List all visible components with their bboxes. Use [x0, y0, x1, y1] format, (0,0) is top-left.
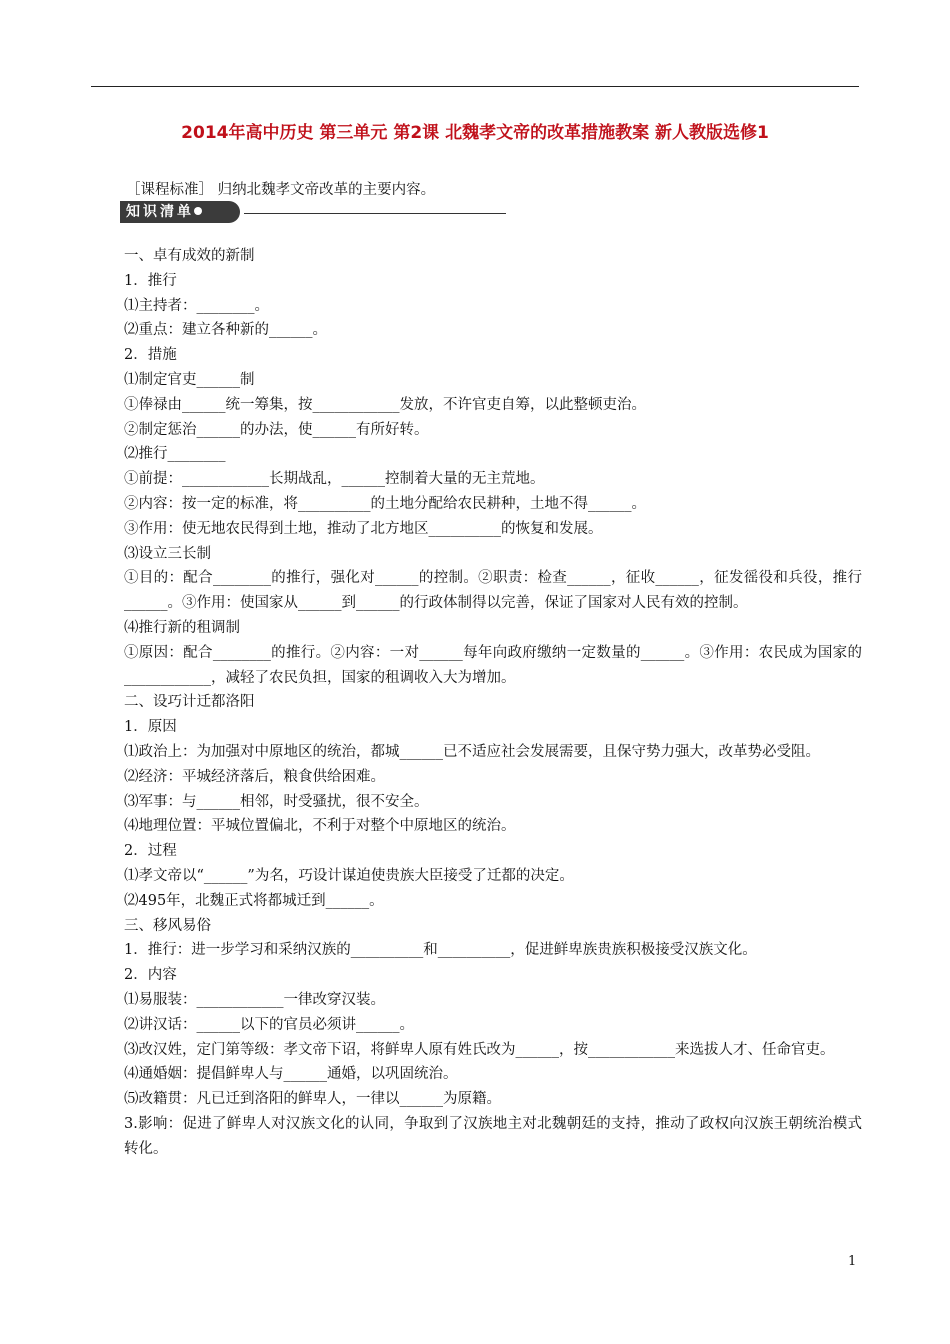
- body-line: 二、设巧计迁都洛阳: [124, 694, 255, 711]
- body-line: ⑴易服装：____________一律改穿汉装。: [124, 991, 385, 1008]
- body-line: 1．推行: [124, 272, 177, 289]
- section-badge: [120, 201, 506, 225]
- top-rule: [91, 86, 859, 87]
- body-line: 1．推行：进一步学习和采纳汉族的__________和__________，促进鲜卑族贵族积极接受汉族文化。: [124, 942, 757, 959]
- body-line: ⑶改汉姓，定门第等级：孝文帝下诏，将鲜卑人原有姓氏改为______，按____________来选拔人才、任命官吏。: [124, 1041, 835, 1058]
- body-line: ①前提：____________长期战乱，______控制着大量的无主荒地。: [124, 471, 545, 488]
- document-title: 2014年高中历史 第三单元 第2课 北魏孝文帝的改革措施教案 新人教版选修1: [181, 123, 769, 143]
- body-line: ⑷通婚姻：提倡鲜卑人与______通婚，以巩固统治。: [124, 1066, 458, 1083]
- badge-underline: [244, 213, 506, 214]
- document-body: [96, 244, 862, 1161]
- body-line: 2．内容: [124, 967, 177, 984]
- body-line: ⑷地理位置：平城位置偏北，不利于对整个中原地区的统治。: [124, 818, 516, 835]
- body-line: ⑷推行新的租调制: [124, 619, 240, 636]
- body-line: ③作用：使无地农民得到土地，推动了北方地区__________的恢复和发展。: [124, 520, 603, 537]
- body-line: ②内容：按一定的标准，将__________的土地分配给农民耕种，土地不得______。: [124, 495, 646, 512]
- body-line: ⑴政治上：为加强对中原地区的统治，都城______已不适应社会发展需要，且保守势力强大，改革势必受阻。: [124, 743, 820, 760]
- curriculum-standard: ［课程标准］ 归纳北魏孝文帝改革的主要内容。: [126, 182, 436, 198]
- body-line: ⑵重点：建立各种新的______。: [124, 322, 327, 339]
- body-line: 3.影响：促进了鲜卑人对汉族文化的认同，争取到了汉族地主对北魏朝廷的支持，推动了政权向汉族王朝统治模式转化。: [124, 1115, 862, 1157]
- body-line: ⑴主持者：________。: [124, 297, 269, 314]
- body-line: ②制定惩治______的办法，使______有所好转。: [124, 421, 429, 438]
- body-line: 1．原因: [124, 719, 177, 736]
- body-line: 2．措施: [124, 347, 177, 364]
- bullet-dot-icon: [194, 207, 202, 215]
- knowledge-list-badge: [120, 201, 240, 223]
- body-line: ⑴孝文帝以“______”为名，巧设计谋迫使贵族大臣接受了迁都的决定。: [124, 867, 574, 884]
- body-line: ①俸禄由______统一筹集，按____________发放，不许官吏自筹，以此整顿吏治。: [124, 396, 646, 413]
- page-number: 1: [848, 1254, 857, 1269]
- body-line: ①原因：配合________的推行。②内容：一对______每年向政府缴纳一定数量的______。③作用：农民成为国家的____________，减轻了农民负担，国家的租调收入大为增加。: [124, 644, 862, 686]
- body-line: ⑵495年，北魏正式将都城迁到______。: [124, 892, 384, 909]
- body-line: ⑵讲汉话：______以下的官员必须讲______。: [124, 1016, 414, 1033]
- body-line: 2．过程: [124, 843, 177, 860]
- body-line: ①目的：配合________的推行，强化对______的控制。②职责：检查______，征收______，征发徭役和兵役，推行______。③作用：使国家从______到______的行政体制得以完善，保证了国家对人民有效的控制。: [124, 570, 862, 612]
- body-line: ⑸改籍贯：凡已迁到洛阳的鲜卑人，一律以______为原籍。: [124, 1091, 501, 1108]
- body-line: ⑶设立三长制: [124, 545, 211, 562]
- body-line: ⑴制定官吏______制: [124, 371, 255, 388]
- badge-label: 知识清单: [126, 204, 194, 220]
- body-line: ⑵经济：平城经济落后，粮食供给困难。: [124, 768, 385, 785]
- body-line: 三、移风易俗: [124, 917, 211, 934]
- body-line: ⑵推行________: [124, 446, 226, 463]
- body-line: ⑶军事：与______相邻，时受骚扰，很不安全。: [124, 793, 429, 810]
- body-line: 一、卓有成效的新制: [124, 248, 255, 264]
